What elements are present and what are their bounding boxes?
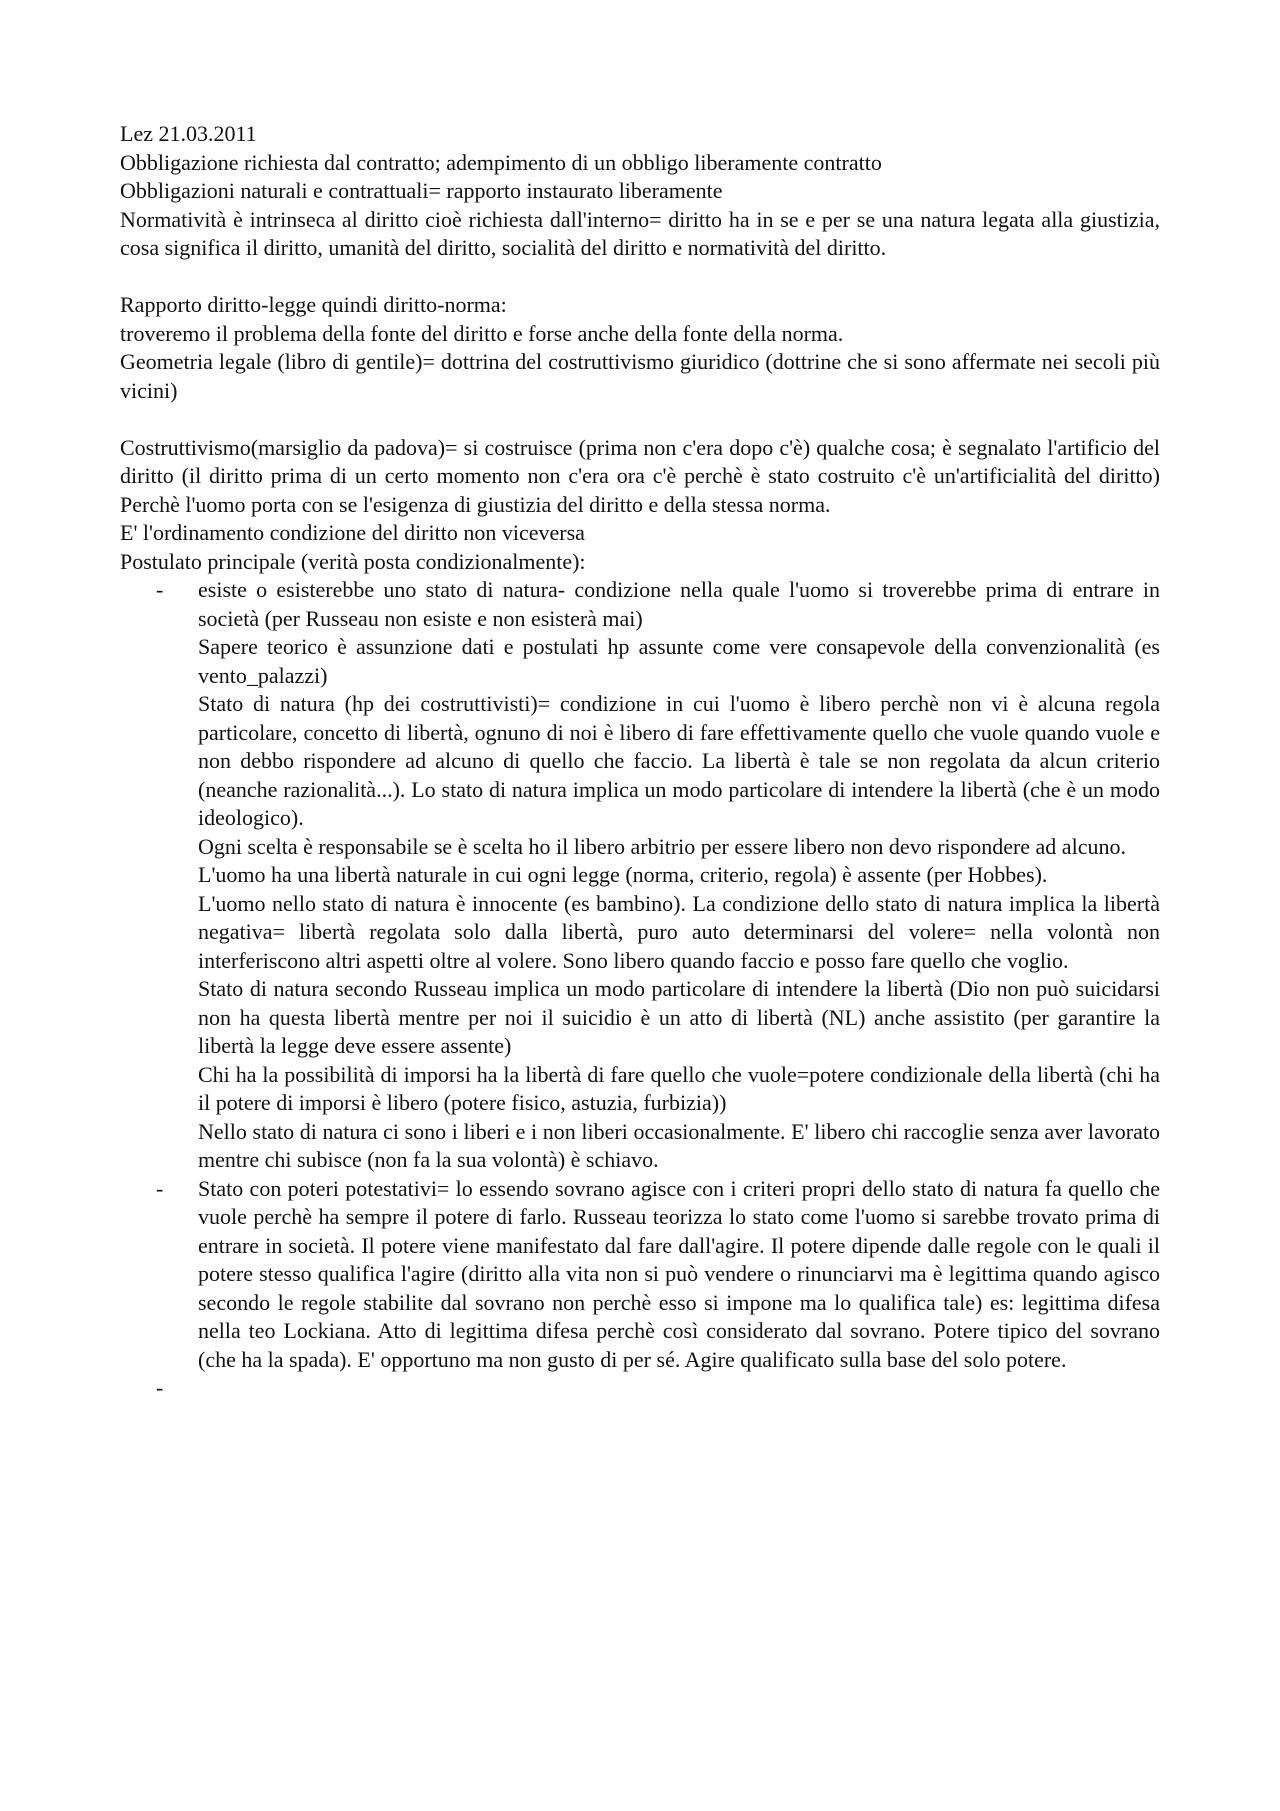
bullet-paragraph: Nello stato di natura ci sono i liberi e i non liberi occasionalmente. E' libero chi raccoglie senza aver lavorato mentre chi subisce (non fa la sua volontà) è schiavo. — [198, 1118, 1160, 1172]
bullet-paragraph: Ogni scelta è responsabile se è scelta ho il libero arbitrio per essere libero non devo rispondere ad alcuno. — [198, 833, 1126, 859]
document-page — [120, 120, 1160, 1403]
bullet-paragraph: Stato con poteri potestativi= lo essendo sovrano agisce con i criteri propri dello stato di natura fa quello che vuole perchè ha sempre il potere di farlo. Russeau teorizza lo stato come l'uomo si sarebbe trovato prima di entrare in società. Il potere viene manifestato dal fare dall'agire. Il potere dipende dalle regole con le quali il potere stesso qualifica l'agire (diritto alla vita non si può vendere o rinunciarvi ma è legittima quando agisco secondo le regole stabilite dal sovrano non perchè esso si impone ma lo qualifica tale) es: legittima difesa nella teo Lockiana. Atto di legittima difesa perchè così considerato dal sovrano. Potere tipico del sovrano (che ha la spada). E' opportuno ma non gusto di per sé. Agire qualificato sulla base del solo potere. — [198, 1175, 1160, 1372]
bullet-paragraph: Chi ha la possibilità di imporsi ha la libertà di fare quello che vuole=potere condizionale della libertà (chi ha il potere di imporsi è libero (potere fisico, astuzia, furbizia)) — [198, 1061, 1160, 1115]
intro-line: Obbligazione richiesta dal contratto; adempimento di un obbligo liberamente contratto — [120, 149, 882, 175]
section-heading: Rapporto diritto-legge quindi diritto-norma: — [120, 292, 507, 317]
blank-line — [120, 263, 1160, 292]
bullet-paragraph: Sapere teorico è assunzione dati e postulati hp assunte come vere consapevole della convenzionalità (es vento_palazzi) — [198, 634, 1160, 688]
bullet-paragraph — [198, 1374, 1160, 1403]
list-item — [120, 576, 1160, 1175]
bullet-paragraph: Stato di natura secondo Russeau implica un modo particolare di intendere la libertà (Dio non può suicidarsi non ha questa libertà mentre per noi il suicidio è un atto di libertà (NL) anche assistito (per garantire la libertà la legge deve essere assente) — [198, 976, 1160, 1058]
bullet-paragraph: Stato di natura (hp dei costruttivisti)= condizione in cui l'uomo è libero perchè non vi è alcuna regola particolare, concetto di libertà, ognuno di noi è libero di fare effettivamente quello che vuole quando vuole e non debbo rispondere ad alcuno di quello che faccio. La libertà è tale se non regolata da alcun criterio (neanche razionalità...). Lo stato di natura implica un modo particolare di intendere la libertà (che è un modo ideologico). — [198, 691, 1160, 830]
bullet-dash: - — [156, 1375, 164, 1400]
intro-paragraph: Normatività è intrinseca al diritto cioè richiesta dall'interno= diritto ha in se e per se una natura legata alla giustizia, cosa significa il diritto, umanità del diritto, socialità del diritto e normatività del diritto. — [120, 206, 1160, 260]
section-line: Postulato principale (verità posta condizionalmente): — [120, 548, 586, 574]
intro-line: Obbligazioni naturali e contrattuali= rapporto instaurato liberamente — [120, 178, 723, 203]
bullet-dash: - — [156, 1175, 164, 1201]
section-paragraph: Geometria legale (libro di gentile)= dottrina del costruttivismo giuridico (dottrine che si sono affermate nei secoli più vicini) — [120, 349, 1160, 403]
bullet-list — [120, 576, 1160, 1403]
blank-line — [120, 405, 1160, 434]
bullet-paragraph: L'uomo ha una libertà naturale in cui ogni legge (norma, criterio, regola) è assente (per Hobbes). — [198, 862, 1048, 887]
section-line: E' l'ordinamento condizione del diritto non viceversa — [120, 520, 585, 545]
bullet-paragraph: esiste o esisterebbe uno stato di natura- condizione nella quale l'uomo si troverebbe prima di entrare in società (per Russeau non esiste e non esisterà mai) — [198, 577, 1160, 631]
list-item-empty — [120, 1374, 1160, 1403]
lecture-date-header: Lez 21.03.2011 — [120, 121, 257, 146]
bullet-dash: - — [156, 577, 164, 602]
list-item — [120, 1175, 1160, 1375]
section-line: troveremo il problema della fonte del diritto e forse anche della fonte della norma. — [120, 320, 844, 346]
bullet-paragraph: L'uomo nello stato di natura è innocente (es bambino). La condizione dello stato di natura implica la libertà negativa= libertà regolata solo dalla libertà, puro auto determinarsi del volere= nella volontà non interferiscono altri aspetti oltre al volere. Sono libero quando faccio e posso fare quello che voglio. — [198, 890, 1160, 973]
section-paragraph: Costruttivismo(marsiglio da padova)= si costruisce (prima non c'era dopo c'è) qualche cosa; è segnalato l'artificio del diritto (il diritto prima di un certo momento non c'era ora c'è perchè è stato costruito c'è un'artificialità del diritto) Perchè l'uomo porta con se l'esigenza di giustizia del diritto e della stessa norma. — [120, 434, 1160, 517]
